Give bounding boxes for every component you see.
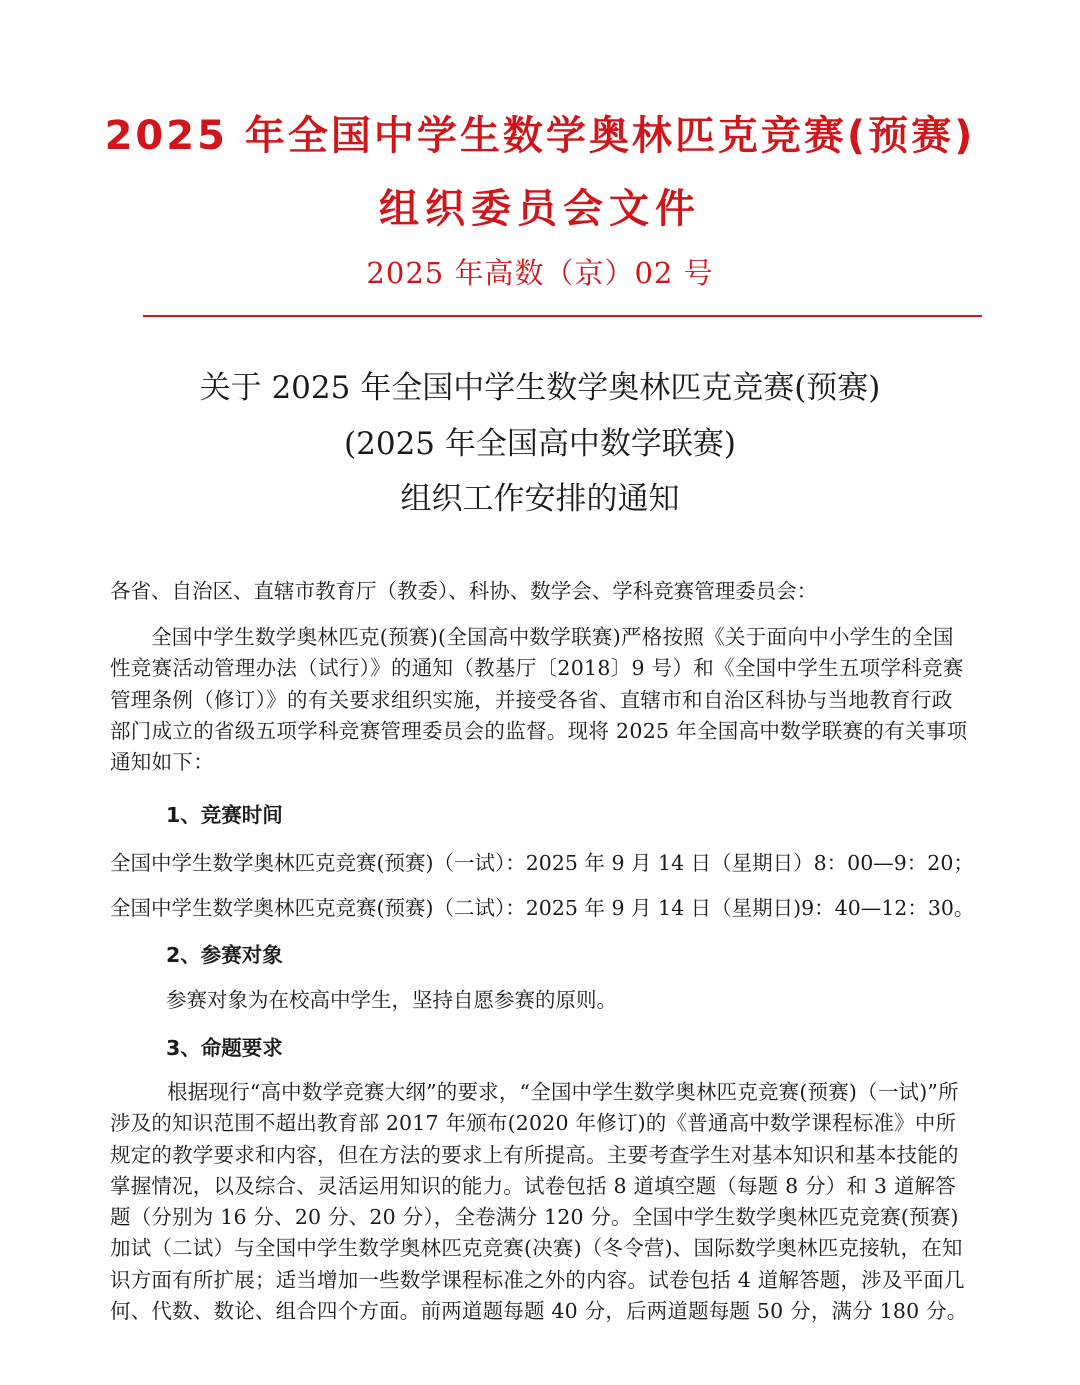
section-heading-participants: 2、参赛对象 [166, 943, 283, 967]
letterhead-title-line2: 组织委员会文件 [379, 186, 701, 232]
addressee: 各省、自治区、直辖市教育厅（教委）、科协、数学会、学科竞赛管理委员会： [110, 579, 818, 603]
notice-title-line2: (2025 年全国高中数学联赛) [344, 426, 736, 462]
participants-text: 参赛对象为在校高中学生，坚持自愿参赛的原则。 [166, 988, 617, 1012]
section-heading-time: 1、竞赛时间 [166, 803, 283, 827]
section-heading-requirements: 3、命题要求 [166, 1036, 283, 1060]
intro-paragraph: 全国中学生数学奥林匹克(预赛)(全国高中数学联赛)严格按照《关于面向中小学生的全国性竞赛活动管理办法（试行）》的通知（教基厅〔2018〕9 号）和《全国中学生五项学科竞赛管理条例（修订）》的有关要求组织实施，并接受各省、直辖市和自治区科协与当地教育行政部门成立的省级五项学科竞赛管理委员会的监督。现将 2025 年全国高中数学联赛的有关事项通知如下： [110, 625, 968, 775]
schedule-first-round: 全国中学生数学奥林匹克竞赛(预赛)（一试）：2025 年 9 月 14 日（星期日）8：00—9：20； [110, 851, 974, 875]
requirements-paragraph: 根据现行“高中数学竞赛大纲”的要求，“全国中学生数学奥林匹克竞赛(预赛)（一试)”所涉及的知识范围不超出教育部 2017 年颁布(2020 年修订)的《普通高中数学课程标准》中所规定的教学要求和内容，但在方法的要求上有所提高。主要考查学生对基本知识和基本技能的掌握情况，以及综合、灵活运用知识的能力。试卷包括 8 道填空题（每题 8 分）和 3 道解答题（分别为 16 分、20 分、20 分），全卷满分 120 分。全国中学生数学奥林匹克竞赛(预赛)加试（二试）与全国中学生数学奥林匹克竞赛(决赛)（冬令营)、国际数学奥林匹克接轨，在知识方面有所扩展；适当增加一些数学课程标准之外的内容。试卷包括 4 道解答题，涉及平面几何、代数、数论、组合四个方面。前两道题每题 40 分，后两道题每题 50 分，满分 180 分。 [110, 1080, 968, 1324]
notice-title-line3: 组织工作安排的通知 [400, 481, 680, 517]
notice-title-line1: 关于 2025 年全国中学生数学奥林匹克竞赛(预赛) [199, 370, 881, 406]
document-number: 2025 年高数（京）02 号 [366, 256, 714, 290]
red-divider [143, 315, 982, 317]
letterhead-title-line1: 2025 年全国中学生数学奥林匹克竞赛(预赛) [104, 113, 976, 159]
schedule-second-round: 全国中学生数学奥林匹克竞赛(预赛)（二试）：2025 年 9 月 14 日（星期日)9：40—12：30。 [110, 896, 975, 920]
